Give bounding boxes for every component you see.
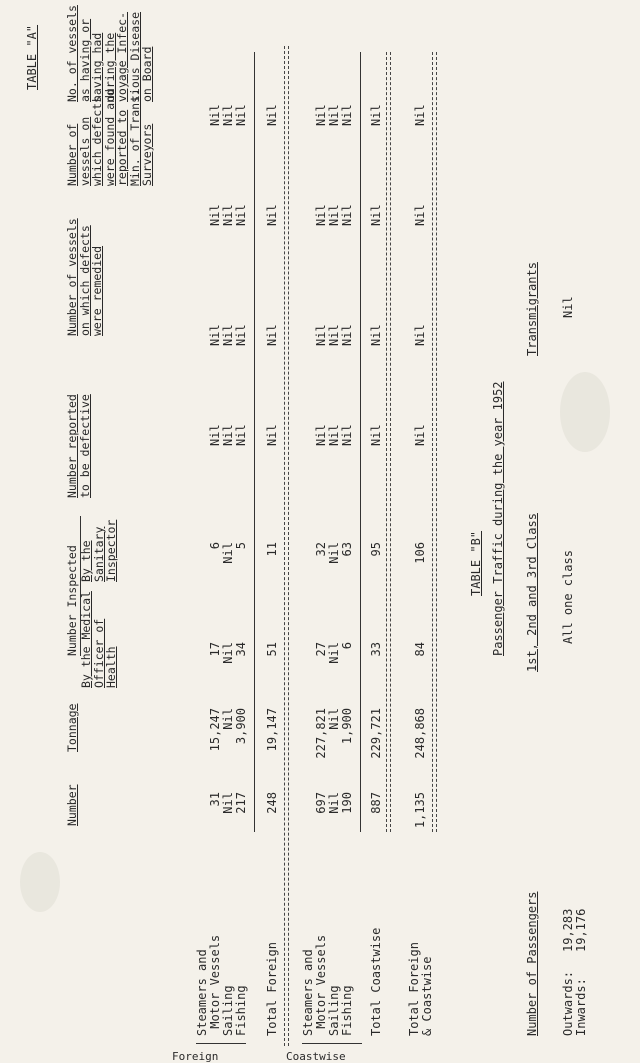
cell-si: 106 [413,542,427,564]
cell-remedied: Nil [340,324,354,346]
cell-remedied: Nil [413,324,427,346]
cell-ministry: Nil [208,204,222,226]
cell-tonnage: 15,247 [208,708,222,752]
cell-defective: Nil [221,424,235,446]
cell-moh: 27 [314,642,328,657]
cell-si: 32 [314,542,328,557]
col-class: 1st, 2nd and 3rd Class [525,513,539,672]
class-value: All one class [561,550,575,644]
header-ministry: Number of vessels on which defects were found and reported to Min. of Trans. Surveyors [65,89,154,186]
header-infectious: No. of vessels as having or having had during the voyage Infec- tious Disease on Board [65,5,154,102]
row-label: Sailing [221,985,235,1036]
cell-remedied: Nil [221,324,235,346]
cell-tonnage: 227,821 [314,708,328,759]
cell-si: 63 [340,542,354,557]
cell-infectious: Nil [369,104,383,126]
row-label: Total Foreign [265,942,279,1036]
cell-number: Nil [221,792,235,814]
cell-moh: 51 [265,642,279,657]
cell-ministry: Nil [369,204,383,226]
cell-number: 190 [340,792,354,814]
cell-remedied: Nil [208,324,222,346]
header-number-inspected: Number Inspected [65,545,79,656]
row-label: Total Coastwise [369,927,383,1036]
cell-infectious: Nil [340,104,354,126]
cell-infectious: Nil [208,104,222,126]
cell-defective: Nil [234,424,248,446]
cell-number: 887 [369,792,383,814]
cell-infectious: Nil [314,104,328,126]
table-b-subtitle: Passenger Traffic during the year 1952 [491,381,505,656]
table-b-title: TABLE "B" [469,530,483,596]
header-number: Number [65,784,79,826]
cell-infectious: Nil [413,104,427,126]
cell-si: 95 [369,542,383,557]
cell-infectious: Nil [327,104,341,126]
cell-number: 697 [314,792,328,814]
cell-moh: 6 [340,642,354,650]
cell-number: Nil [327,792,341,814]
table-a-title: TABLE "A" [25,24,39,90]
outwards-label: Outwards: [561,970,575,1036]
header-remedied: Number of vessels on which defects were remedied [65,218,104,336]
cell-tonnage: 19,147 [265,708,279,752]
cell-defective: Nil [369,424,383,446]
cell-remedied: Nil [314,324,328,346]
subtotal-rule [254,52,255,832]
cell-si: 6 [208,542,222,550]
cell-remedied: Nil [327,324,341,346]
side-label-coastwise: Coastwise [286,1050,346,1063]
cell-ministry: Nil [327,204,341,226]
cell-si: 11 [265,542,279,557]
cell-tonnage: 248,868 [413,708,427,759]
foreign-bracket [196,1043,246,1044]
cell-ministry: Nil [314,204,328,226]
row-label: Sailing [327,985,341,1036]
cell-si: 5 [234,542,248,550]
cell-defective: Nil [265,424,279,446]
cell-tonnage: Nil [221,708,235,730]
subtotal-rule [360,52,361,832]
cell-tonnage: 229,721 [369,708,383,759]
header-by-si: By the Sanitary Inspector [79,519,118,582]
row-label: Fishing [234,985,248,1036]
header-reported-defective: Number reported to be defective [65,394,92,498]
cell-number: 248 [265,792,279,814]
row-label: Steamers and Motor Vessels [195,934,222,1036]
cell-ministry: Nil [413,204,427,226]
cell-ministry: Nil [234,204,248,226]
cell-si: Nil [327,542,341,564]
cell-ministry: Nil [265,204,279,226]
cell-moh: Nil [327,642,341,664]
cell-moh: 33 [369,642,383,657]
cell-infectious: Nil [234,104,248,126]
double-rule [432,52,437,832]
coastwise-bracket [302,1043,362,1044]
cell-moh: Nil [221,642,235,664]
cell-remedied: Nil [265,324,279,346]
cell-si: Nil [221,542,235,564]
cell-ministry: Nil [221,204,235,226]
inwards-value: 19,176 [574,908,588,952]
cell-tonnage: Nil [327,708,341,730]
paper-stain [560,372,610,452]
cell-number: 217 [234,792,248,814]
row-label: Steamers and Motor Vessels [301,934,328,1036]
cell-defective: Nil [340,424,354,446]
col-transmigrants: Transmigrants [525,262,539,356]
cell-defective: Nil [314,424,328,446]
row-label: Total Foreign & Coastwise [407,942,434,1036]
cell-defective: Nil [208,424,222,446]
cell-moh: 34 [234,642,248,657]
cell-remedied: Nil [369,324,383,346]
header-tonnage: Tonnage [65,703,79,752]
paper-stain [20,852,60,912]
outwards-value: 19,283 [561,908,575,952]
double-rule [386,52,391,832]
cell-moh: 84 [413,642,427,657]
cell-defective: Nil [413,424,427,446]
cell-infectious: Nil [265,104,279,126]
cell-ministry: Nil [340,204,354,226]
cell-infectious: Nil [221,104,235,126]
side-label-foreign: Foreign [172,1050,219,1063]
cell-number: 31 [208,792,222,807]
double-rule [284,46,289,1046]
col-number-of-passengers: Number of Passengers [525,891,539,1036]
transmigrants-value: Nil [561,296,575,318]
inwards-label: Inwards: [574,978,588,1036]
cell-tonnage: 1,900 [340,708,354,745]
cell-defective: Nil [327,424,341,446]
cell-moh: 17 [208,642,222,657]
header-by-moh: By the Medical Officer of Health [79,591,118,688]
cell-tonnage: 3,900 [234,708,248,745]
cell-number: 1,135 [413,792,427,829]
row-label: Fishing [340,985,354,1036]
cell-remedied: Nil [234,324,248,346]
